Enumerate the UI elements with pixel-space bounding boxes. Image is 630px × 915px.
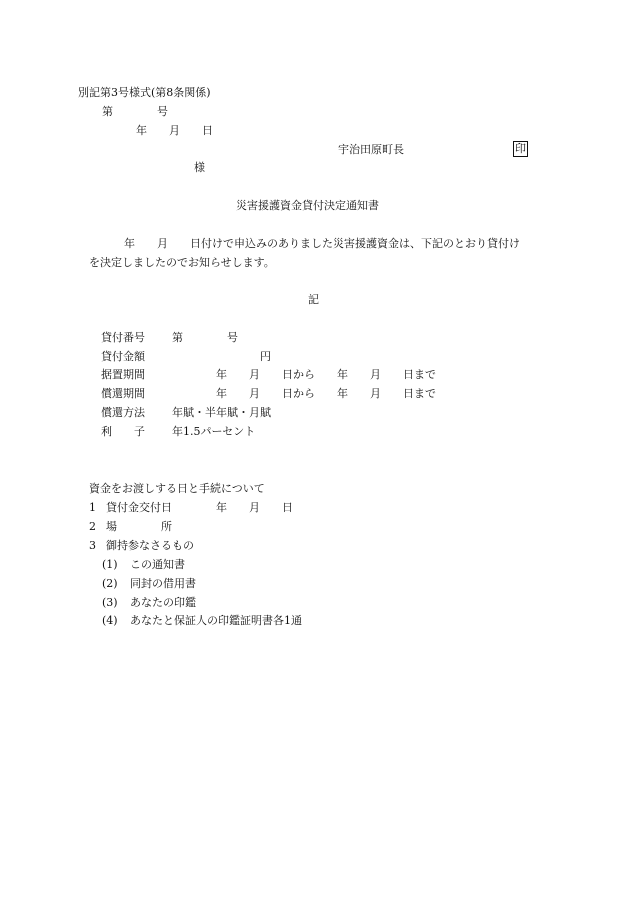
procedure-item-num: 3 bbox=[89, 539, 96, 552]
detail-label: 利 子 bbox=[101, 425, 145, 438]
subitem-text: あなたと保証人の印鑑証明書各1通 bbox=[130, 614, 302, 627]
procedure-heading: 資金をお渡しする日と手続について bbox=[89, 482, 265, 495]
detail-label: 貸付番号 bbox=[101, 331, 145, 344]
detail-label: 据置期間 bbox=[101, 368, 145, 381]
subitem-num: (1) bbox=[102, 558, 118, 571]
detail-label: 貸付金額 bbox=[101, 350, 145, 363]
document-title: 災害援護資金貸付決定通知書 bbox=[236, 199, 379, 212]
procedure-item-num: 1 bbox=[89, 501, 96, 514]
addressee-suffix: 様 bbox=[194, 161, 205, 174]
detail-value: 年1.5パーセント bbox=[172, 425, 256, 438]
detail-label: 償還期間 bbox=[101, 387, 145, 400]
body-line-2: を決定しましたのでお知らせします。 bbox=[89, 256, 275, 269]
subitem-num: (4) bbox=[102, 614, 118, 627]
procedure-item-text: 御持参なさるもの bbox=[106, 539, 194, 552]
subitem-num: (3) bbox=[102, 596, 118, 609]
date-line: 年 月 日 bbox=[136, 124, 213, 137]
procedure-item-text: 場 所 bbox=[106, 520, 172, 533]
detail-label: 償還方法 bbox=[101, 406, 145, 419]
seal-mark: 印 bbox=[515, 142, 526, 155]
number-line: 第 号 bbox=[102, 105, 168, 118]
detail-value: 円 bbox=[172, 350, 271, 363]
procedure-item-text: 貸付金交付日 年 月 日 bbox=[106, 501, 293, 514]
detail-value: 第 号 bbox=[172, 331, 238, 344]
procedure-item-num: 2 bbox=[89, 520, 96, 533]
detail-value: 年賦・半年賦・月賦 bbox=[172, 406, 271, 419]
subitem-text: あなたの印鑑 bbox=[130, 596, 196, 609]
detail-value: 年 月 日から 年 月 日まで bbox=[172, 368, 436, 381]
issuer-name: 宇治田原町長 bbox=[338, 143, 404, 156]
subitem-num: (2) bbox=[102, 577, 118, 590]
subitem-text: この通知書 bbox=[130, 558, 185, 571]
subitem-text: 同封の借用書 bbox=[130, 577, 196, 590]
detail-value: 年 月 日から 年 月 日まで bbox=[172, 387, 436, 400]
ki-mark: 記 bbox=[308, 293, 319, 306]
form-label: 別記第3号様式(第8条関係) bbox=[78, 86, 211, 99]
body-line-1: 年 月 日付けで申込みのありました災害援護資金は、下記のとおり貸付け bbox=[124, 237, 520, 250]
